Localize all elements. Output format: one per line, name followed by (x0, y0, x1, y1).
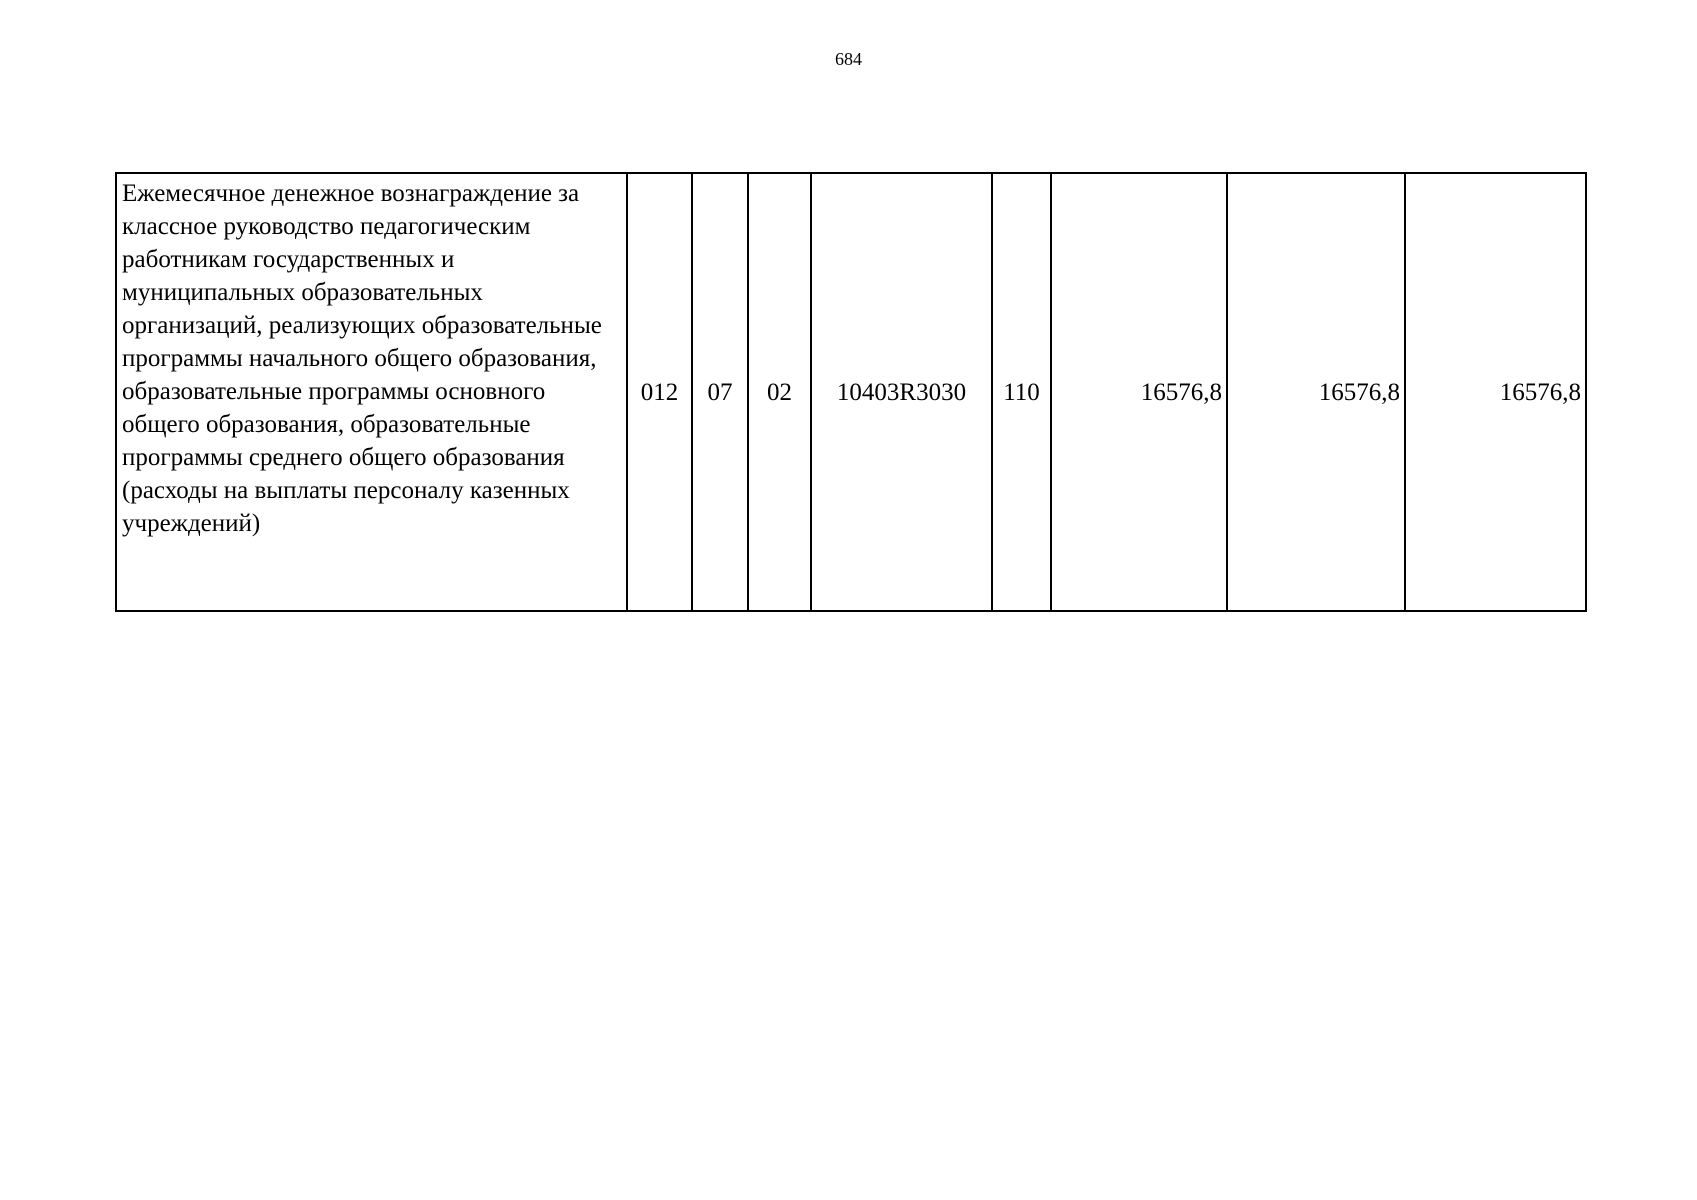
cell-ministry-code: 012 (627, 173, 692, 611)
cell-amount-1: 16576,8 (1051, 173, 1227, 611)
page-number: 684 (835, 49, 862, 69)
cell-subsection-code: 02 (748, 173, 811, 611)
cell-description: Ежемесячное денежное вознаграждение за классное руководство педагогическим работникам государственных и муниципальных образовательных организаций, реализующих образовательные программы начального общего образования, образовательные программы основного общего образования, образовательные программы среднего общего образования (расходы на выплаты персоналу казенных учреждений) (116, 173, 627, 611)
cell-amount-3: 16576,8 (1405, 173, 1586, 611)
table-row (116, 173, 1586, 611)
cell-target-article: 10403R3030 (811, 173, 992, 611)
cell-section-code: 07 (692, 173, 748, 611)
cell-amount-2: 16576,8 (1227, 173, 1405, 611)
budget-table (115, 172, 1587, 612)
cell-expense-type: 110 (992, 173, 1051, 611)
